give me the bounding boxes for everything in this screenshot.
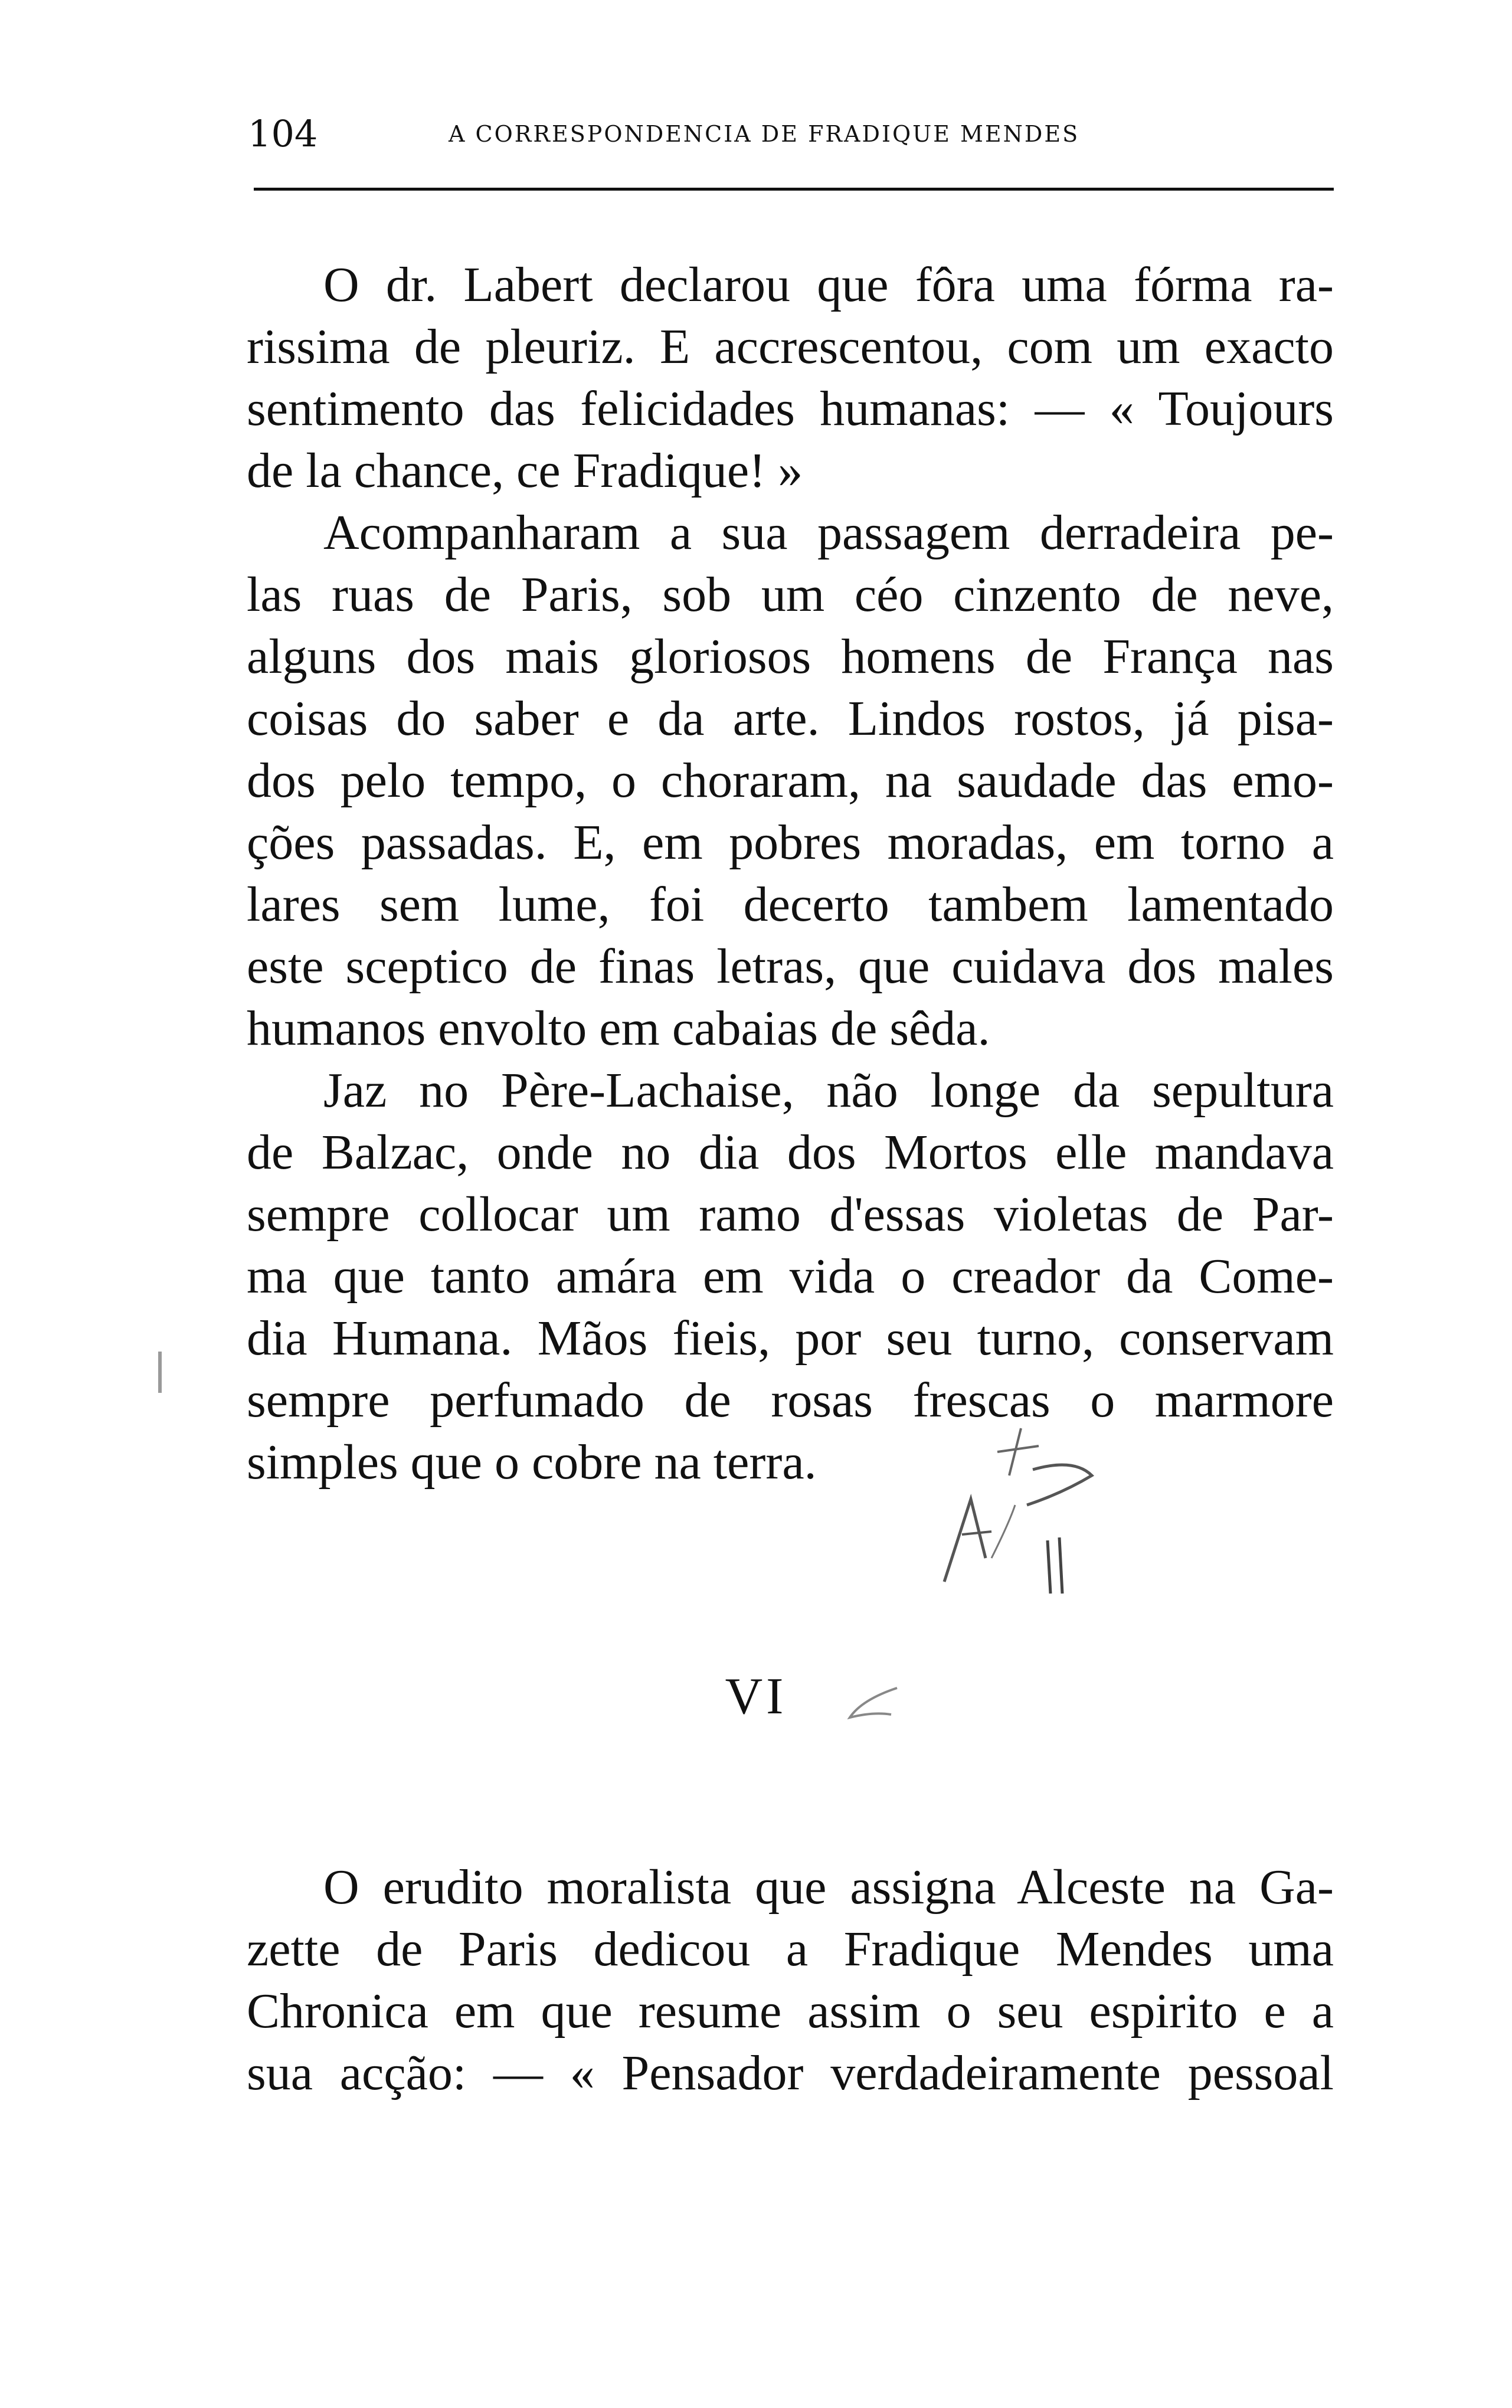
text-line: dia Humana. Mãos fieis, por seu turno, conservam xyxy=(247,1311,1334,1366)
text-line: sua acção: — « Pensador verdadeiramente pessoal xyxy=(247,2046,1334,2101)
text-line: ma que tanto amára em vida o creador da Come- xyxy=(247,1249,1334,1304)
text-line: ções passadas. E, em pobres moradas, em torno a xyxy=(247,815,1334,870)
text-line: rissima de pleuriz. E accrescentou, com um exacto xyxy=(247,319,1334,374)
text-line: las ruas de Paris, sob um céo cinzento de neve, xyxy=(247,567,1334,622)
text-line: humanos envolto em cabaias de sêda. xyxy=(247,1001,990,1056)
text-line: lares sem lume, foi decerto tambem lamentado xyxy=(247,877,1334,932)
header-rule xyxy=(254,188,1334,191)
page-number: 104 xyxy=(248,112,318,155)
text-line: O dr. Labert declarou que fôra uma fórma ra- xyxy=(323,257,1334,312)
text-line: dos pelo tempo, o choraram, na saudade das emo- xyxy=(247,753,1334,808)
chapter-heading: VI xyxy=(725,1668,787,1725)
margin-mark xyxy=(158,1352,162,1393)
running-header xyxy=(248,107,1334,161)
text-line: coisas do saber e da arte. Lindos rostos, já pisa- xyxy=(247,691,1334,746)
text-block-before-chapter xyxy=(247,254,1334,1493)
text-line: Jaz no Père-Lachaise, não longe da sepultura xyxy=(323,1063,1334,1118)
text-line: simples que o cobre na terra. xyxy=(247,1435,817,1490)
text-block-after-chapter xyxy=(247,1856,1334,2104)
text-line: zette de Paris dedicou a Fradique Mendes uma xyxy=(247,1922,1334,1977)
text-line: de la chance, ce Fradique! » xyxy=(247,443,803,498)
text-line: sentimento das felicidades humanas: — « Toujours xyxy=(247,381,1334,436)
text-line: O erudito moralista que assigna Alceste na Ga- xyxy=(323,1860,1334,1915)
text-line: sempre collocar um ramo d'essas violetas de Par- xyxy=(247,1187,1334,1242)
text-line: Chronica em que resume assim o seu espirito e a xyxy=(247,1984,1334,2039)
handwritten-annotation-icon xyxy=(921,1405,1110,1605)
text-line: alguns dos mais gloriosos homens de França nas xyxy=(247,629,1334,684)
pencil-stroke-icon xyxy=(838,1682,909,1723)
running-title: A CORRESPONDENCIA DE FRADIQUE MENDES xyxy=(449,121,1080,147)
text-line: de Balzac, onde no dia dos Mortos elle mandava xyxy=(247,1125,1334,1180)
text-line: este sceptico de finas letras, que cuidava dos males xyxy=(247,939,1334,994)
text-line: Acompanharam a sua passagem derradeira pe- xyxy=(323,505,1334,560)
text-line: sempre perfumado de rosas frescas o marmore xyxy=(247,1373,1334,1428)
